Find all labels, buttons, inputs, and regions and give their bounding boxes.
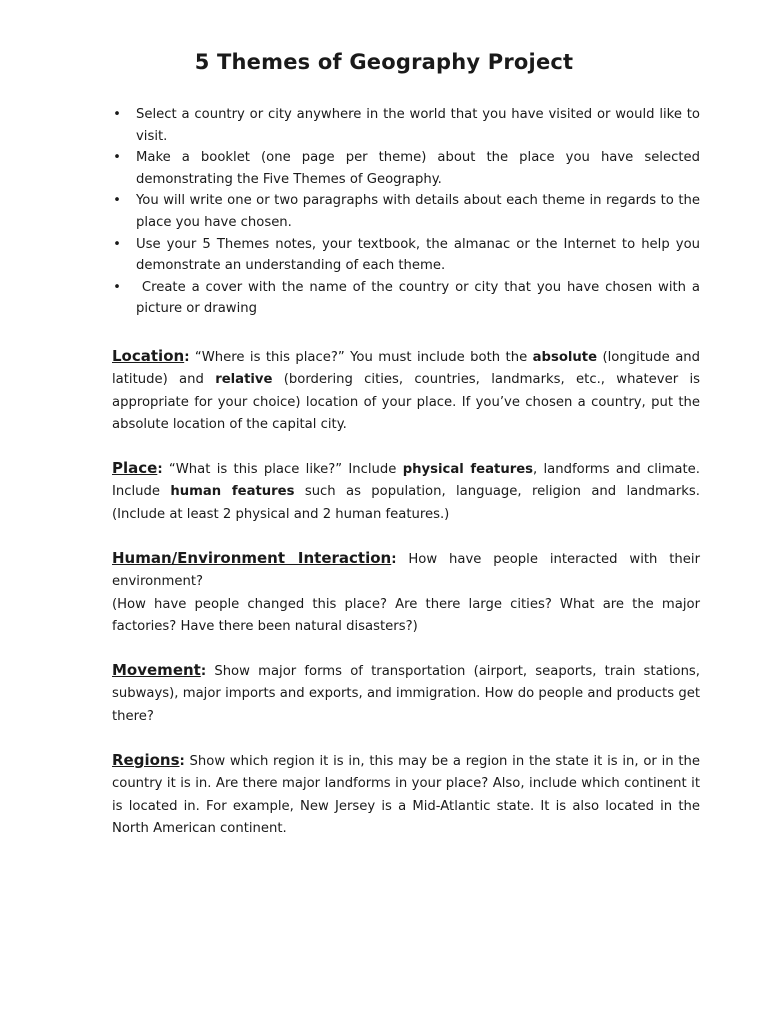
place-text-c: such as population, language, religion and landmarks. (Include at least 2 physical and 2 human features.) [112,484,700,522]
list-item [112,190,700,233]
list-item [112,234,700,277]
bullet-icon: • [113,279,121,295]
bullet-icon: • [113,150,121,166]
regions-colon: : [179,754,185,769]
page-title: 5 Themes of Geography Project [194,50,574,74]
regions-text-a: Show which region it is in, this may be a region in the state it is in, or in the country it is in. Are there major landforms in your place? Also, include which continent it is located in. For example, New Jersey is a Mid-Atlantic state. It is also located in the North American continent. [112,754,700,837]
movement-section [112,659,700,728]
location-text-c: (bordering cities, countries, landmarks, etc., whatever is appropriate for your choice) location of your place. If you’ve chosen a country, put the absolute location of the capital city. [112,372,700,433]
hei-colon: : [391,552,397,567]
movement-text-a: Show major forms of transportation (airport, seaports, train stations, subways), major imports and exports, and immigration. How do people and products get there? [112,664,700,724]
hei-text-b: (How have people changed this place? Are there large cities? What are the major factories? Have there been natural disasters?) [112,596,700,635]
place-section [112,457,700,526]
bullet-icon: • [113,236,121,252]
location-keyword-relative: relative [215,372,273,388]
instruction-list [112,104,705,320]
hei-section [112,547,700,639]
regions-heading: Regions [112,751,180,769]
location-section [112,345,700,437]
place-keyword-physical: physical features [402,462,534,477]
location-keyword-absolute: absolute [532,350,598,365]
hei-text-a: How have people interacted with their environment? [112,552,700,590]
hei-heading: Human/Environment Interaction [112,549,392,567]
list-item [112,147,700,190]
location-text-a: “Where is this place?” You must include both the [189,350,533,365]
list-item-text: You will write one or two paragraphs with details about each theme in regards to the place you have chosen. [136,193,700,230]
list-item-text: Create a cover with the name of the country or city that you have chosen with a picture or drawing [136,279,705,317]
bullet-icon: • [113,107,121,122]
movement-colon: : [200,664,207,679]
place-keyword-human: human features [170,484,295,500]
list-item-text: Make a booklet (one page per theme) about the place you have selected demonstrating the Five Themes of Geography. [136,150,700,187]
place-colon: : [157,462,163,477]
list-item-text: Use your 5 Themes notes, your textbook, the almanac or the Internet to help you demonstrate an understanding of each theme. [136,236,700,274]
place-text-b: , landforms and climate. Include [112,462,700,500]
place-heading: Place [112,459,158,477]
regions-section [112,749,700,841]
bullet-icon: • [113,193,121,209]
list-item [112,104,700,147]
list-item-text: Select a country or city anywhere in the world that you have visited or would like to visit. [136,107,700,144]
location-colon: : [184,350,190,365]
place-text-a: “What is this place like?” Include [162,462,403,477]
location-text-b: (longitude and latitude) and [112,350,701,388]
list-item [112,277,705,320]
location-heading: Location [112,347,185,365]
movement-heading: Movement [112,661,201,679]
